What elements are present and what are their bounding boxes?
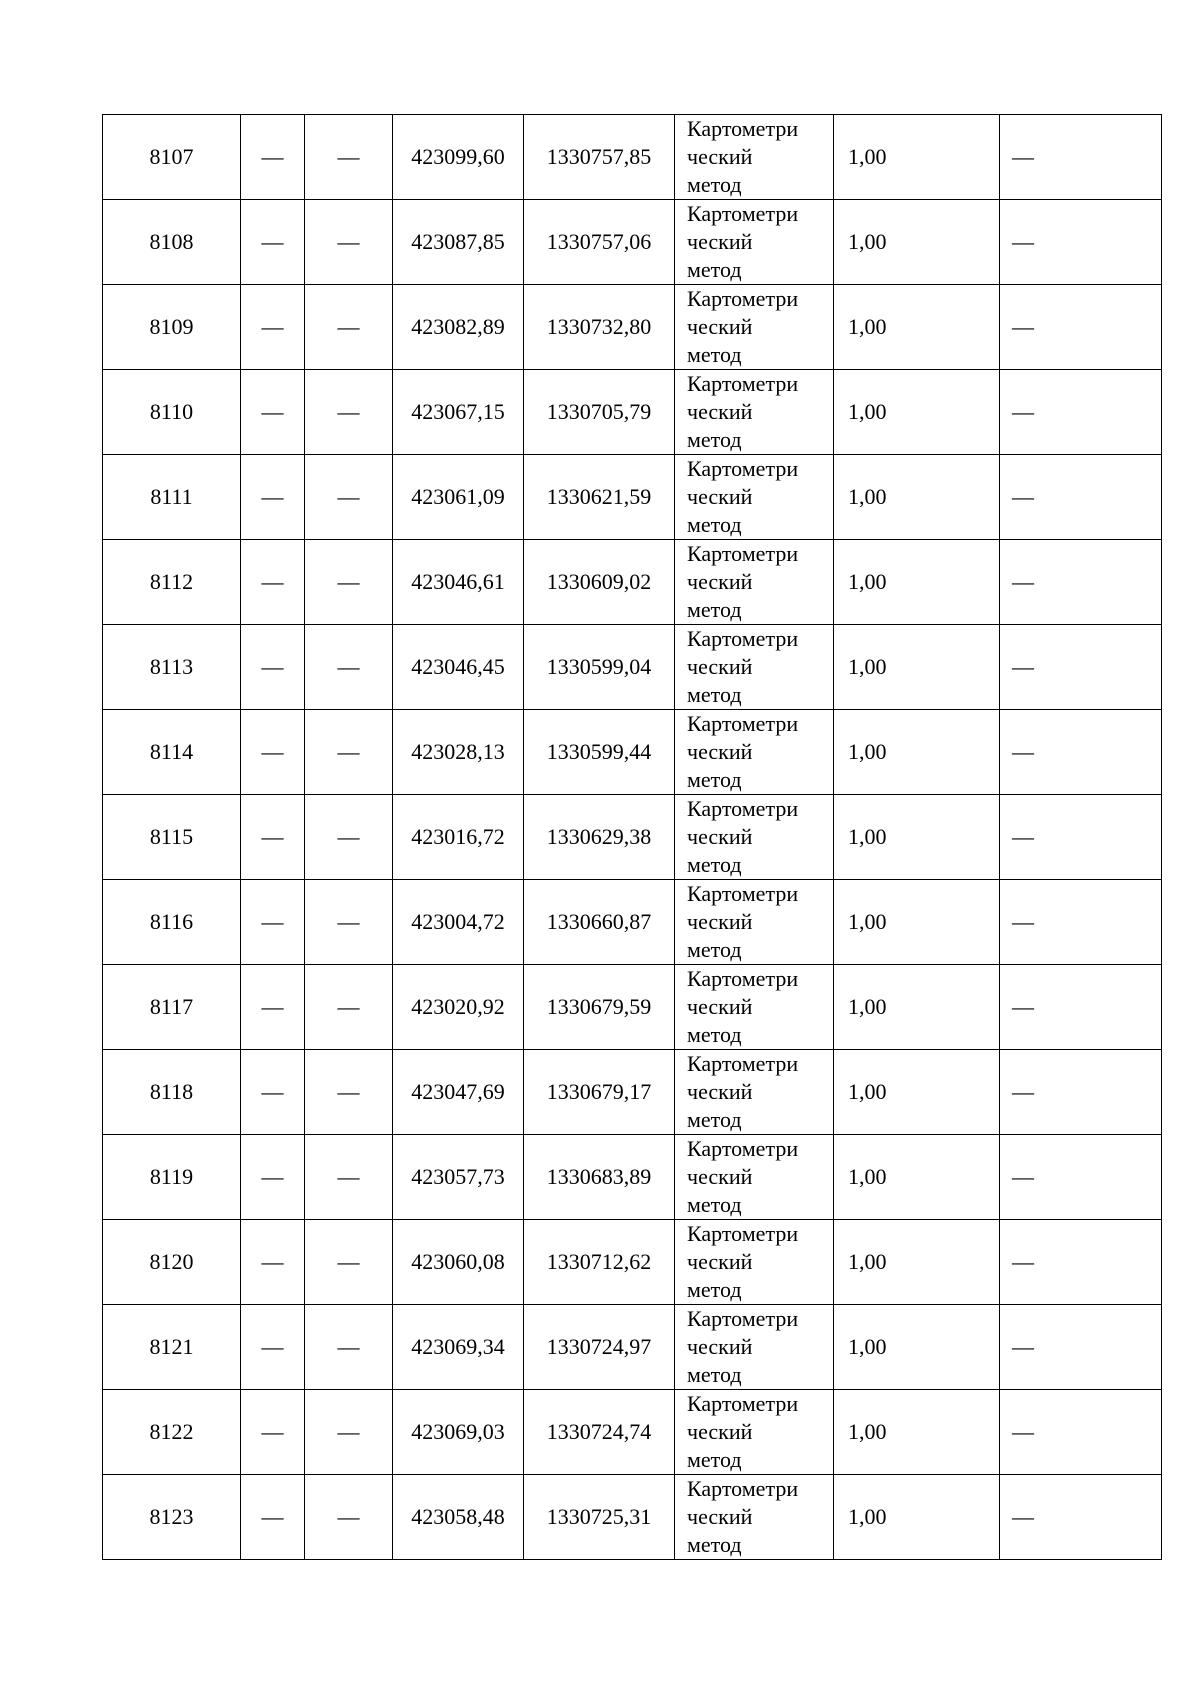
method-text-line: ческий — [687, 1334, 753, 1359]
dash-cell: — — [305, 1050, 393, 1135]
dash-cell: — — [241, 1390, 305, 1475]
accuracy-cell: 1,00 — [834, 1305, 1000, 1390]
method-cell — [675, 1390, 834, 1475]
method-cell — [675, 200, 834, 285]
method-text-line: метод — [687, 427, 742, 452]
method-text-line: ческий — [687, 909, 753, 934]
table-row — [103, 625, 1162, 710]
method-cell — [675, 1475, 834, 1560]
dash-cell: — — [305, 710, 393, 795]
point-number-cell: 8108 — [103, 200, 241, 285]
method-text-line: метод — [687, 512, 742, 537]
point-number-cell: 8112 — [103, 540, 241, 625]
y-coordinate-cell: 1330609,02 — [524, 540, 675, 625]
method-text-line: ческий — [687, 1079, 753, 1104]
table-row — [103, 200, 1162, 285]
dash-cell: — — [1000, 1305, 1162, 1390]
x-coordinate-cell: 423082,89 — [393, 285, 524, 370]
dash-cell: — — [241, 200, 305, 285]
dash-cell: — — [305, 1135, 393, 1220]
method-text-line: Картометри — [687, 881, 799, 906]
method-text-line: метод — [687, 1532, 742, 1557]
method-text-line: метод — [687, 1022, 742, 1047]
x-coordinate-cell: 423047,69 — [393, 1050, 524, 1135]
dash-cell: — — [1000, 880, 1162, 965]
point-number-cell: 8115 — [103, 795, 241, 880]
point-number-cell: 8113 — [103, 625, 241, 710]
y-coordinate-cell: 1330621,59 — [524, 455, 675, 540]
point-number-cell: 8107 — [103, 115, 241, 200]
dash-cell: — — [305, 1220, 393, 1305]
method-cell — [675, 1305, 834, 1390]
x-coordinate-cell: 423028,13 — [393, 710, 524, 795]
y-coordinate-cell: 1330757,85 — [524, 115, 675, 200]
dash-cell: — — [241, 1305, 305, 1390]
x-coordinate-cell: 423060,08 — [393, 1220, 524, 1305]
method-text-line: метод — [687, 682, 742, 707]
x-coordinate-cell: 423046,45 — [393, 625, 524, 710]
point-number-cell: 8122 — [103, 1390, 241, 1475]
dash-cell: — — [305, 115, 393, 200]
method-cell — [675, 285, 834, 370]
x-coordinate-cell: 423058,48 — [393, 1475, 524, 1560]
dash-cell: — — [1000, 455, 1162, 540]
method-text-line: ческий — [687, 1164, 753, 1189]
point-number-cell: 8111 — [103, 455, 241, 540]
accuracy-cell: 1,00 — [834, 1135, 1000, 1220]
accuracy-cell: 1,00 — [834, 1390, 1000, 1475]
x-coordinate-cell: 423099,60 — [393, 115, 524, 200]
method-text-line: Картометри — [687, 541, 799, 566]
point-number-cell: 8121 — [103, 1305, 241, 1390]
method-text-line: метод — [687, 1277, 742, 1302]
dash-cell: — — [241, 1475, 305, 1560]
table-row — [103, 1390, 1162, 1475]
dash-cell: — — [1000, 710, 1162, 795]
method-text-line: Картометри — [687, 1221, 799, 1246]
accuracy-cell: 1,00 — [834, 200, 1000, 285]
coordinates-table-body — [103, 115, 1162, 1560]
accuracy-cell: 1,00 — [834, 1050, 1000, 1135]
method-text-line: ческий — [687, 1249, 753, 1274]
table-row — [103, 795, 1162, 880]
y-coordinate-cell: 1330683,89 — [524, 1135, 675, 1220]
method-text-line: ческий — [687, 994, 753, 1019]
dash-cell: — — [305, 625, 393, 710]
dash-cell: — — [1000, 370, 1162, 455]
accuracy-cell: 1,00 — [834, 625, 1000, 710]
method-cell — [675, 370, 834, 455]
method-text-line: ческий — [687, 1504, 753, 1529]
x-coordinate-cell: 423057,73 — [393, 1135, 524, 1220]
dash-cell: — — [241, 115, 305, 200]
point-number-cell: 8117 — [103, 965, 241, 1050]
method-cell — [675, 625, 834, 710]
method-cell — [675, 795, 834, 880]
dash-cell: — — [305, 1475, 393, 1560]
method-cell — [675, 880, 834, 965]
dash-cell: — — [241, 455, 305, 540]
table-row — [103, 1475, 1162, 1560]
method-text-line: метод — [687, 172, 742, 197]
table-row — [103, 540, 1162, 625]
point-number-cell: 8116 — [103, 880, 241, 965]
dash-cell: — — [241, 795, 305, 880]
y-coordinate-cell: 1330599,04 — [524, 625, 675, 710]
table-row — [103, 1220, 1162, 1305]
method-text-line: ческий — [687, 739, 753, 764]
point-number-cell: 8110 — [103, 370, 241, 455]
table-row — [103, 370, 1162, 455]
dash-cell: — — [1000, 625, 1162, 710]
y-coordinate-cell: 1330679,59 — [524, 965, 675, 1050]
method-text-line: Картометри — [687, 371, 799, 396]
dash-cell: — — [241, 540, 305, 625]
dash-cell: — — [305, 880, 393, 965]
method-text-line: метод — [687, 852, 742, 877]
method-text-line: Картометри — [687, 626, 799, 651]
method-text-line: метод — [687, 1362, 742, 1387]
method-text-line: ческий — [687, 824, 753, 849]
method-text-line: Картометри — [687, 711, 799, 736]
point-number-cell: 8120 — [103, 1220, 241, 1305]
method-cell — [675, 710, 834, 795]
x-coordinate-cell: 423067,15 — [393, 370, 524, 455]
table-row — [103, 710, 1162, 795]
y-coordinate-cell: 1330599,44 — [524, 710, 675, 795]
method-text-line: Картометри — [687, 796, 799, 821]
dash-cell: — — [1000, 1390, 1162, 1475]
method-cell — [675, 965, 834, 1050]
dash-cell: — — [241, 710, 305, 795]
y-coordinate-cell: 1330705,79 — [524, 370, 675, 455]
accuracy-cell: 1,00 — [834, 370, 1000, 455]
table-row — [103, 285, 1162, 370]
method-text-line: метод — [687, 767, 742, 792]
method-cell — [675, 1135, 834, 1220]
method-text-line: Картометри — [687, 201, 799, 226]
method-text-line: Картометри — [687, 1306, 799, 1331]
dash-cell: — — [1000, 1220, 1162, 1305]
method-text-line: Картометри — [687, 286, 799, 311]
method-cell — [675, 1220, 834, 1305]
method-text-line: ческий — [687, 654, 753, 679]
x-coordinate-cell: 423087,85 — [393, 200, 524, 285]
dash-cell: — — [1000, 1050, 1162, 1135]
y-coordinate-cell: 1330757,06 — [524, 200, 675, 285]
accuracy-cell: 1,00 — [834, 710, 1000, 795]
method-text-line: метод — [687, 1107, 742, 1132]
point-number-cell: 8109 — [103, 285, 241, 370]
method-text-line: ческий — [687, 314, 753, 339]
dash-cell: — — [1000, 1135, 1162, 1220]
dash-cell: — — [1000, 285, 1162, 370]
y-coordinate-cell: 1330679,17 — [524, 1050, 675, 1135]
dash-cell: — — [1000, 540, 1162, 625]
table-row — [103, 1050, 1162, 1135]
method-text-line: Картометри — [687, 966, 799, 991]
y-coordinate-cell: 1330725,31 — [524, 1475, 675, 1560]
coordinates-table — [102, 114, 1162, 1560]
dash-cell: — — [305, 1390, 393, 1475]
dash-cell: — — [305, 1305, 393, 1390]
dash-cell: — — [305, 540, 393, 625]
accuracy-cell: 1,00 — [834, 1220, 1000, 1305]
method-text-line: метод — [687, 597, 742, 622]
point-number-cell: 8114 — [103, 710, 241, 795]
accuracy-cell: 1,00 — [834, 880, 1000, 965]
y-coordinate-cell: 1330732,80 — [524, 285, 675, 370]
accuracy-cell: 1,00 — [834, 455, 1000, 540]
method-text-line: метод — [687, 257, 742, 282]
method-text-line: ческий — [687, 569, 753, 594]
accuracy-cell: 1,00 — [834, 795, 1000, 880]
dash-cell: — — [1000, 965, 1162, 1050]
method-text-line: Картометри — [687, 1476, 799, 1501]
method-text-line: ческий — [687, 1419, 753, 1444]
method-text-line: Картометри — [687, 456, 799, 481]
dash-cell: — — [305, 370, 393, 455]
method-text-line: Картометри — [687, 1051, 799, 1076]
dash-cell: — — [1000, 1475, 1162, 1560]
table-row — [103, 115, 1162, 200]
dash-cell: — — [241, 1050, 305, 1135]
y-coordinate-cell: 1330724,74 — [524, 1390, 675, 1475]
x-coordinate-cell: 423004,72 — [393, 880, 524, 965]
y-coordinate-cell: 1330712,62 — [524, 1220, 675, 1305]
x-coordinate-cell: 423069,03 — [393, 1390, 524, 1475]
dash-cell: — — [241, 625, 305, 710]
method-text-line: метод — [687, 1192, 742, 1217]
method-text-line: Картометри — [687, 1391, 799, 1416]
method-text-line: ческий — [687, 144, 753, 169]
dash-cell: — — [241, 370, 305, 455]
point-number-cell: 8123 — [103, 1475, 241, 1560]
dash-cell: — — [305, 455, 393, 540]
method-cell — [675, 455, 834, 540]
dash-cell: — — [305, 795, 393, 880]
x-coordinate-cell: 423061,09 — [393, 455, 524, 540]
method-text-line: метод — [687, 1447, 742, 1472]
method-text-line: метод — [687, 342, 742, 367]
dash-cell: — — [241, 285, 305, 370]
y-coordinate-cell: 1330724,97 — [524, 1305, 675, 1390]
table-row — [103, 965, 1162, 1050]
method-text-line: метод — [687, 937, 742, 962]
x-coordinate-cell: 423046,61 — [393, 540, 524, 625]
table-row — [103, 455, 1162, 540]
table-row — [103, 880, 1162, 965]
method-text-line: ческий — [687, 229, 753, 254]
table-row — [103, 1135, 1162, 1220]
dash-cell: — — [1000, 200, 1162, 285]
dash-cell: — — [241, 1220, 305, 1305]
y-coordinate-cell: 1330629,38 — [524, 795, 675, 880]
table-row — [103, 1305, 1162, 1390]
method-cell — [675, 1050, 834, 1135]
accuracy-cell: 1,00 — [834, 1475, 1000, 1560]
dash-cell: — — [305, 285, 393, 370]
accuracy-cell: 1,00 — [834, 965, 1000, 1050]
point-number-cell: 8119 — [103, 1135, 241, 1220]
dash-cell: — — [1000, 795, 1162, 880]
dash-cell: — — [1000, 115, 1162, 200]
accuracy-cell: 1,00 — [834, 115, 1000, 200]
x-coordinate-cell: 423069,34 — [393, 1305, 524, 1390]
method-text-line: ческий — [687, 399, 753, 424]
method-text-line: Картометри — [687, 1136, 799, 1161]
dash-cell: — — [305, 200, 393, 285]
accuracy-cell: 1,00 — [834, 285, 1000, 370]
x-coordinate-cell: 423016,72 — [393, 795, 524, 880]
method-cell — [675, 540, 834, 625]
dash-cell: — — [241, 1135, 305, 1220]
method-cell — [675, 115, 834, 200]
dash-cell: — — [241, 965, 305, 1050]
method-text-line: ческий — [687, 484, 753, 509]
y-coordinate-cell: 1330660,87 — [524, 880, 675, 965]
dash-cell: — — [241, 880, 305, 965]
dash-cell: — — [305, 965, 393, 1050]
point-number-cell: 8118 — [103, 1050, 241, 1135]
method-text-line: Картометри — [687, 116, 799, 141]
x-coordinate-cell: 423020,92 — [393, 965, 524, 1050]
accuracy-cell: 1,00 — [834, 540, 1000, 625]
